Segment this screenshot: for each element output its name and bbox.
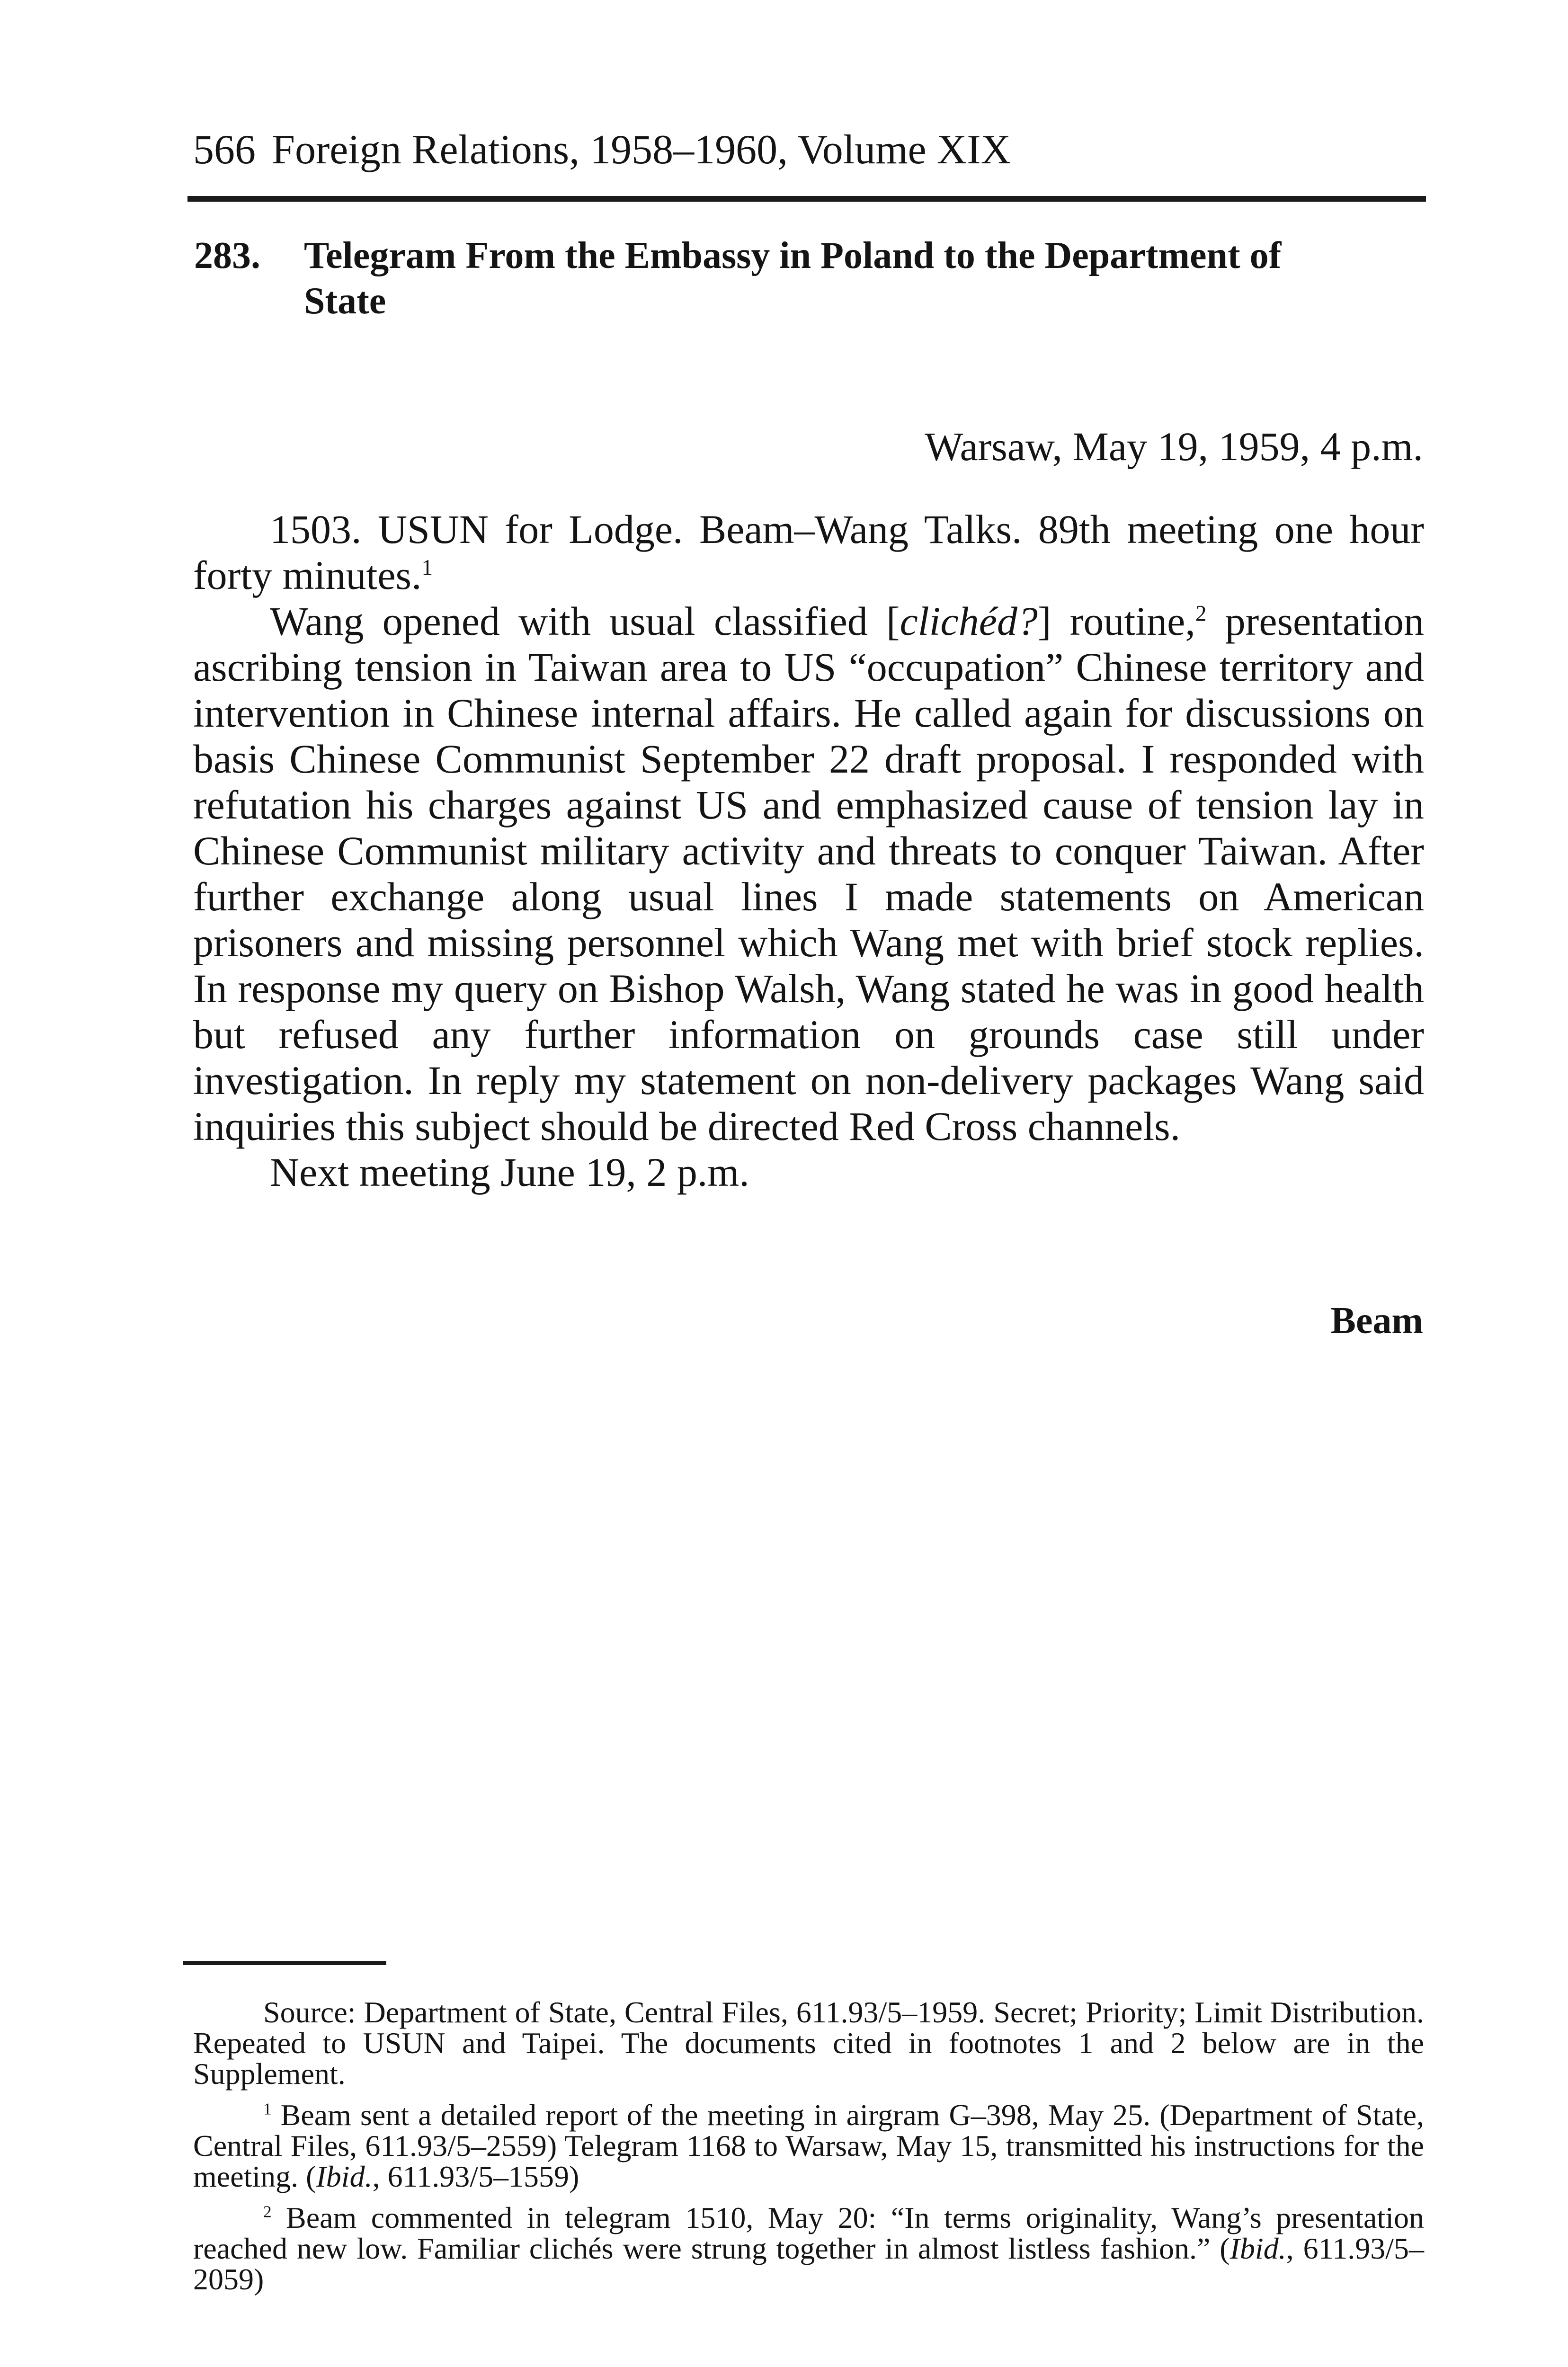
- document-heading: [194, 233, 1425, 324]
- footnote-2-text-a: Beam commented in telegram 1510, May 20: “In terms originality, Wang’s presentation reached new low. Familiar clichés were strung together in almost listless fashion.” (: [193, 2201, 1424, 2265]
- footnote-1-ibid: Ibid.: [316, 2160, 373, 2193]
- footnote-2-marker: 2: [263, 2202, 272, 2221]
- footnote-ref-2: 2: [1195, 601, 1207, 626]
- telegram-body: [193, 507, 1424, 1195]
- paragraph-2: [193, 598, 1424, 1149]
- footnote-2: [193, 2202, 1424, 2295]
- footnote-rule: [183, 1961, 386, 1965]
- paragraph-2-italic: clichéd?: [900, 598, 1038, 644]
- paragraph-2-text-a: Wang opened with usual classified [: [270, 598, 900, 644]
- page-number: 566: [193, 127, 256, 173]
- footnote-1: [193, 2100, 1424, 2192]
- paragraph-2-text-b: ] routine,: [1037, 598, 1195, 644]
- paragraph-3: [193, 1149, 1424, 1195]
- volume-title: Foreign Relations, 1958–1960, Volume XIX: [272, 127, 1011, 173]
- running-head: [193, 124, 1424, 176]
- footnote-1-text-b: , 611.93/5–1559): [372, 2160, 579, 2193]
- footnote-1-marker: 1: [263, 2100, 272, 2118]
- document-number: 283.: [194, 235, 260, 276]
- header-rule: [187, 196, 1426, 202]
- footnote-ref-1: 1: [421, 555, 433, 580]
- footnotes: [193, 1997, 1424, 2305]
- paragraph-3-text: Next meeting June 19, 2 p.m.: [270, 1149, 749, 1195]
- footnote-2-text-b: , 611.93/5–2059): [193, 2232, 1425, 2296]
- paragraph-1: [193, 507, 1424, 598]
- document-title-line1: Telegram From the Embassy in Poland to the Department of: [304, 235, 1282, 276]
- footnote-1-text-a: Beam sent a detailed report of the meeting in airgram G–398, May 25. (Department of State, Central Files, 611.93/5–2559) Telegram 1168 to Warsaw, May 15, transmitted his instructions for the meeting. (: [193, 2098, 1424, 2193]
- source-note: Source: Department of State, Central Files, 611.93/5–1959. Secret; Priority; Limit Distribution. Repeated to USUN and Taipei. The documents cited in footnotes 1 and 2 below are in the Supplement.: [193, 1995, 1424, 2091]
- document-title-line2: State: [304, 280, 386, 322]
- paragraph-2-text-c: presentation ascribing tension in Taiwan area to US “occupation” Chinese territory and intervention in Chinese internal affairs. He called again for discussions on basis Chinese Communist September 22 draft proposal. I responded with refutation his charges against US and emphasized cause of tension lay in Chinese Communist military activity and threats to conquer Taiwan. After further exchange along usual lines I made statements on American prisoners and missing personnel which Wang met with brief stock replies. In response my query on Bishop Walsh, Wang stated he was in good health but refused any further information on grounds case still under investigation. In reply my statement on non-delivery packages Wang said inquiries this subject should be directed Red Cross channels.: [193, 598, 1424, 1149]
- signature: Beam: [1330, 1300, 1423, 1342]
- dateline: Warsaw, May 19, 1959, 4 p.m.: [925, 424, 1423, 469]
- paragraph-1-text: 1503. USUN for Lodge. Beam–Wang Talks. 89th meeting one hour forty minutes.: [193, 507, 1424, 598]
- footnote-2-ibid: Ibid.: [1229, 2232, 1286, 2265]
